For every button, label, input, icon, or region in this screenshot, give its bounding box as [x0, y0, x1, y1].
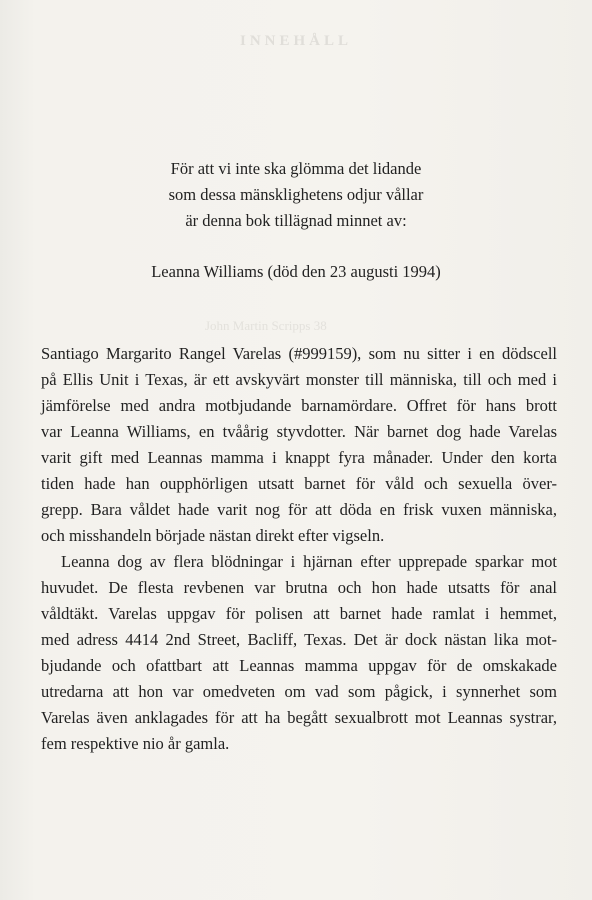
text-line: utredarna att hon var omedveten om vad som pågick, i synnerhet som: [41, 682, 557, 701]
text-line: Santiago Margarito Rangel Varelas (#999159), som nu sitter i en dödscell: [41, 344, 557, 363]
body-text: [41, 341, 557, 757]
text-line: Leanna dog av flera blödningar i hjärnan efter upprepade sparkar mot: [61, 552, 557, 571]
dedication-block: [0, 156, 592, 234]
text-line: huvudet. De flesta revbenen var brutna och hon hade utsatts för anal: [41, 578, 557, 597]
text-line: och misshandeln började nästan direkt efter vigseln.: [41, 526, 385, 545]
text-line: tiden hade han oupphörligen utsatt barnet för våld och sexuella över-: [41, 474, 557, 493]
show-through-heading: INNEHÅLL: [239, 33, 353, 49]
show-through-line: John Martin Scripps 38: [205, 318, 327, 333]
text-line: grepp. Bara våldet hade varit nog för att döda en frisk vuxen människa,: [41, 500, 557, 519]
text-line: bjudande och ofattbart att Leannas mamma uppgav för de omskakade: [41, 656, 557, 675]
text-line: på Ellis Unit i Texas, är ett avskyvärt monster till människa, till och med i: [41, 370, 557, 389]
text-line: jämförelse med andra motbjudande barnamördare. Offret för hans brott: [41, 396, 557, 415]
text-line: var Leanna Williams, en tvåårig styvdotter. När barnet dog hade Varelas: [41, 422, 557, 441]
dedication-line: är denna bok tillägnad minnet av:: [185, 211, 407, 230]
text-line: våldtäkt. Varelas uppgav för polisen att barnet hade ramlat i hemmet,: [41, 604, 557, 623]
dedicatee-name: Leanna Williams (död den 23 augusti 1994): [151, 262, 441, 281]
paragraph-1: [41, 341, 557, 549]
dedication-line: som dessa mänsklighetens odjur vållar: [168, 185, 424, 204]
paragraph-2: [41, 549, 557, 757]
dedication-line: För att vi inte ska glömma det lidande: [170, 159, 422, 178]
text-line: varit gift med Leannas mamma i knappt fyra månader. Under den korta: [41, 448, 557, 467]
text-line: fem respektive nio år gamla.: [41, 734, 230, 753]
text-line: Varelas även anklagades för att ha begått sexualbrott mot Leannas systrar,: [41, 708, 557, 727]
text-line: med adress 4414 2nd Street, Bacliff, Texas. Det är dock nästan lika mot-: [41, 630, 557, 649]
